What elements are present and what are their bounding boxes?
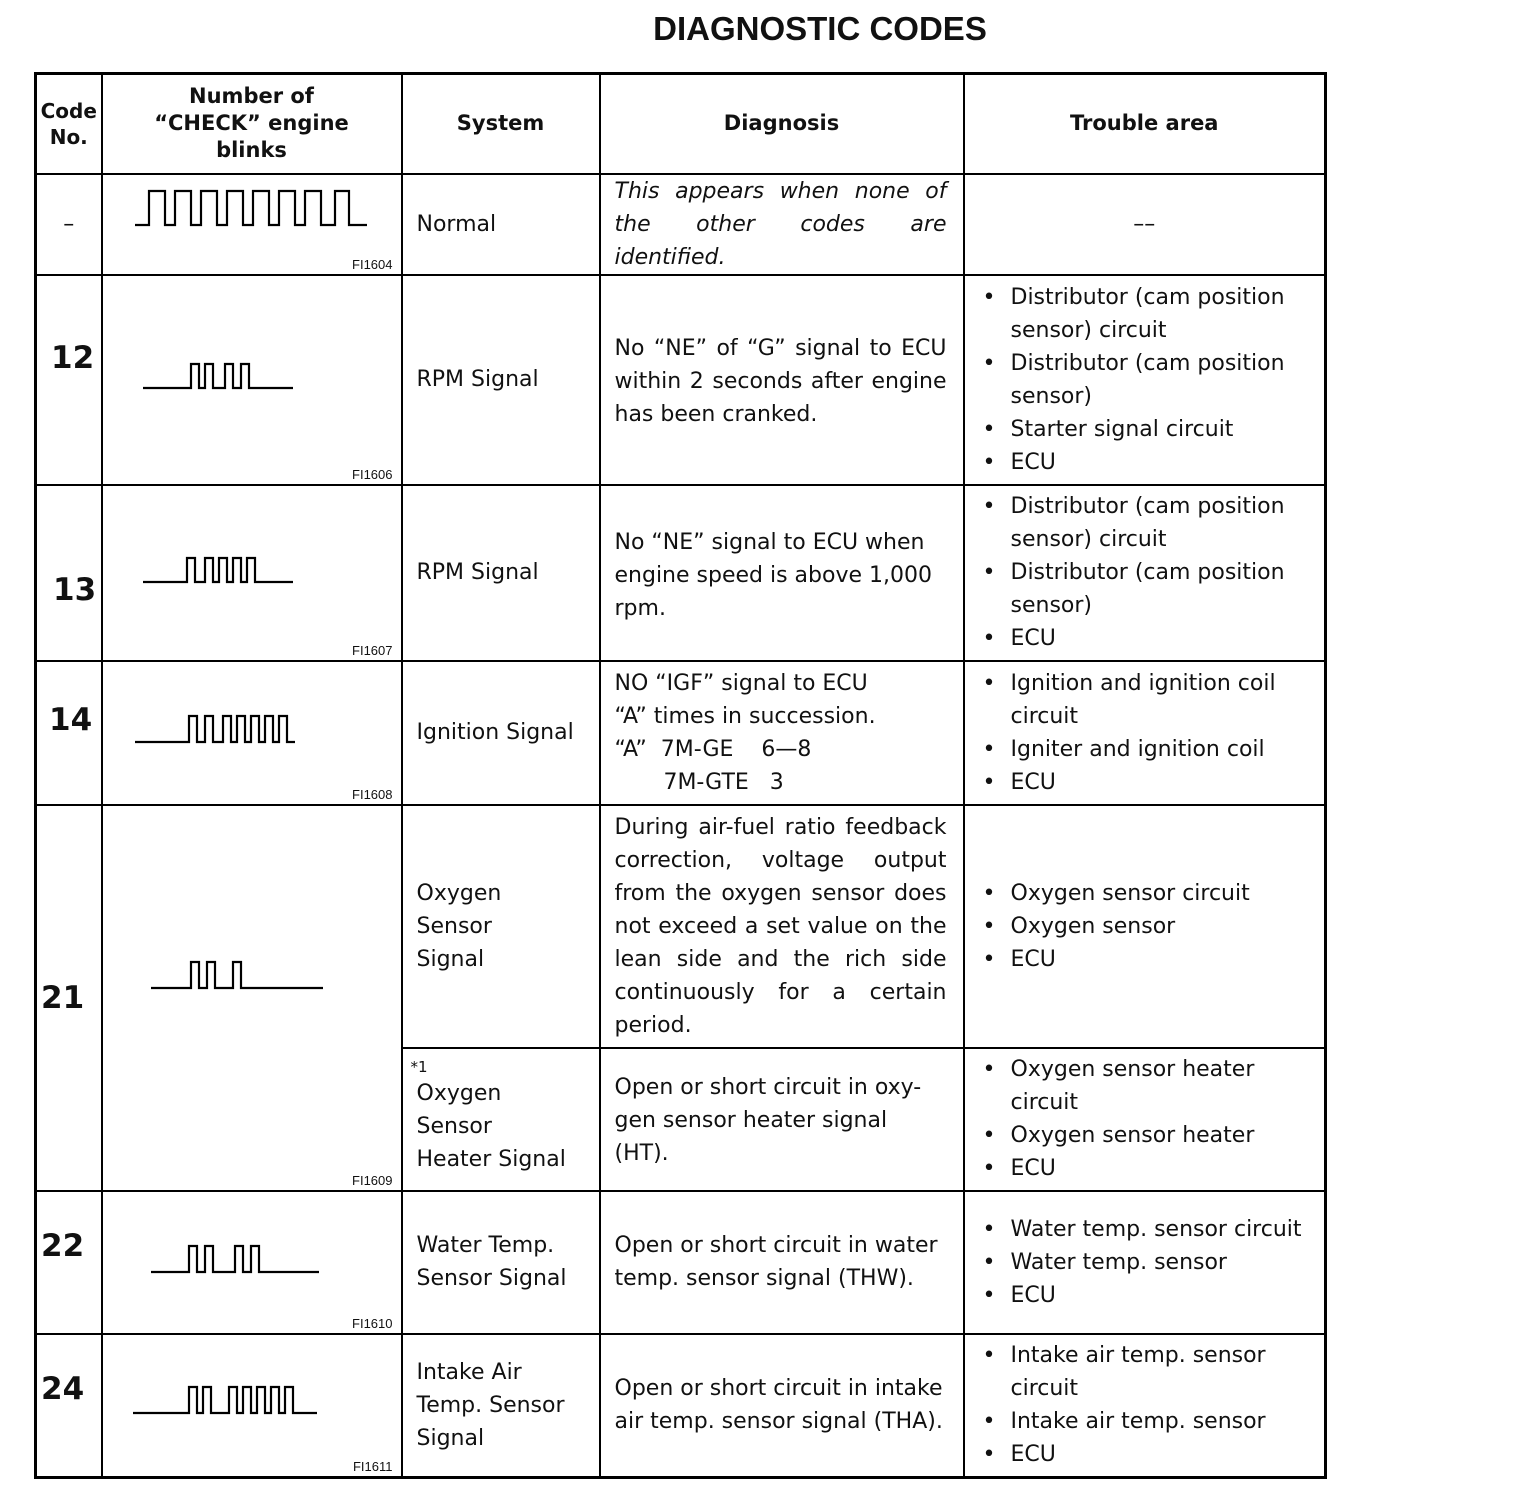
- code-no: 12: [36, 275, 102, 485]
- figure-id: FI1604: [352, 256, 393, 272]
- list-item: • Starter signal circuit: [981, 413, 1309, 446]
- system-cell: Water Temp. Sensor Signal: [402, 1191, 600, 1334]
- blink-pattern-cell: [102, 805, 402, 1191]
- code-no: 22: [36, 1191, 102, 1334]
- diagnosis-cell: No “NE” signal to ECU when engine speed is above 1,000 rpm.: [600, 485, 964, 661]
- table-row: [36, 174, 1326, 275]
- list-item: • ECU: [981, 446, 1309, 479]
- system-cell: Normal: [402, 174, 600, 275]
- trouble-area-cell: [964, 1191, 1326, 1334]
- header-blinks: Number of “CHECK” engine blinks: [102, 74, 402, 174]
- table-row: [36, 275, 1326, 485]
- system-cell: RPM Signal: [402, 485, 600, 661]
- trouble-list: [981, 667, 1309, 799]
- trouble-list: [981, 490, 1309, 655]
- list-item: • ECU: [981, 766, 1309, 799]
- table-row: [36, 1334, 1326, 1478]
- diagnostic-codes-table: [34, 72, 1327, 1479]
- system-cell: Ignition Signal: [402, 661, 600, 805]
- code-no: 13: [36, 485, 102, 661]
- trouble-list: [981, 281, 1309, 479]
- blink-pattern-cell: [102, 1191, 402, 1334]
- system-cell: RPM Signal: [402, 275, 600, 485]
- trouble-list: [981, 1213, 1309, 1312]
- blink-pattern-cell: [102, 661, 402, 805]
- blink-pattern-cell: [102, 485, 402, 661]
- list-item: • ECU: [981, 1152, 1309, 1185]
- list-item: • Oxygen sensor heater: [981, 1119, 1309, 1152]
- list-item: • ECU: [981, 1279, 1309, 1312]
- list-item: • ECU: [981, 1438, 1309, 1471]
- list-item: • Water temp. sensor: [981, 1246, 1309, 1279]
- blink-waveform: [143, 556, 293, 584]
- diagnosis-cell: Open or short circuit in oxy-gen sensor heater signal (HT).: [600, 1048, 964, 1191]
- header-row: [36, 74, 1326, 174]
- list-item: • Oxygen sensor: [981, 910, 1309, 943]
- list-item: • Oxygen sensor heater circuit: [981, 1053, 1309, 1119]
- table-row: [36, 805, 1326, 1048]
- code-no: 21: [36, 805, 102, 1191]
- trouble-area-cell: [964, 805, 1326, 1048]
- system-cell: Oxygen Sensor Signal: [402, 805, 600, 1048]
- blink-waveform: [135, 714, 299, 744]
- diagnosis-line: “A” 7M-GE 6—8: [614, 736, 812, 762]
- header-system: System: [402, 74, 600, 174]
- trouble-area-cell: [964, 275, 1326, 485]
- system-cell: *1 Oxygen Sensor Heater Signal: [402, 1048, 600, 1191]
- trouble-area-cell: [964, 661, 1326, 805]
- footnote-mark: *1: [410, 1057, 428, 1076]
- trouble-list: [981, 1339, 1309, 1471]
- blink-waveform: [133, 1385, 319, 1415]
- list-item: • ECU: [981, 943, 1309, 976]
- list-item: • Distributor (cam position sensor): [981, 556, 1309, 622]
- trouble-area-cell: [964, 1334, 1326, 1478]
- table-row: [36, 485, 1326, 661]
- trouble-area-cell: [964, 1048, 1326, 1191]
- blink-pattern-cell: [102, 1334, 402, 1478]
- blink-pattern-cell: [102, 275, 402, 485]
- code-no: 24: [36, 1334, 102, 1478]
- trouble-list: [981, 1053, 1309, 1185]
- table-row: [36, 1191, 1326, 1334]
- blink-waveform: [135, 189, 367, 227]
- page-title: DIAGNOSTIC CODES: [653, 10, 987, 47]
- diagnosis-line: 7M-GTE 3: [614, 769, 784, 795]
- diagnosis-cell: Open or short circuit in intake air temp. sensor signal (THA).: [600, 1334, 964, 1478]
- code-no: –: [36, 174, 102, 275]
- code-no: 14: [36, 661, 102, 805]
- list-item: • Ignition and ignition coil circuit: [981, 667, 1309, 733]
- diagnosis-cell: Open or short circuit in water temp. sensor signal (THW).: [600, 1191, 964, 1334]
- trouble-area-cell: ––: [964, 174, 1326, 275]
- diagnosis-line: NO “IGF” signal to ECU: [614, 670, 868, 696]
- list-item: • Distributor (cam position sensor) circuit: [981, 281, 1309, 347]
- header-code-no: Code No.: [36, 74, 102, 174]
- table-row: [36, 661, 1326, 805]
- list-item: • Distributor (cam position sensor): [981, 347, 1309, 413]
- list-item: • ECU: [981, 622, 1309, 655]
- trouble-area-cell: [964, 485, 1326, 661]
- diagnosis-cell: No “NE” of “G” signal to ECU within 2 seconds after engine has been cranked.: [600, 275, 964, 485]
- blink-pattern-cell: [102, 174, 402, 275]
- list-item: • Igniter and ignition coil: [981, 733, 1309, 766]
- diagnosis-cell: This appears when none of the other codes are identified.: [600, 174, 964, 275]
- figure-id: FI1611: [352, 1459, 393, 1474]
- header-diagnosis: Diagnosis: [600, 74, 964, 174]
- list-item: • Distributor (cam position sensor) circuit: [981, 490, 1309, 556]
- system-cell: Intake Air Temp. Sensor Signal: [402, 1334, 600, 1478]
- list-item: • Intake air temp. sensor: [981, 1405, 1309, 1438]
- blink-waveform: [151, 1244, 319, 1274]
- diagnosis-cell: [600, 661, 964, 805]
- list-item: • Oxygen sensor circuit: [981, 877, 1309, 910]
- diagnosis-cell: During air-fuel ratio feedback correction, voltage output from the oxygen sensor does not exceed a set value on the lean side and the rich side continuously for a certain period.: [600, 805, 964, 1048]
- figure-id: FI1608: [352, 786, 393, 802]
- figure-id: FI1610: [352, 1315, 393, 1331]
- blink-waveform: [143, 362, 293, 390]
- figure-id: FI1609: [352, 1172, 393, 1188]
- list-item: • Intake air temp. sensor circuit: [981, 1339, 1309, 1405]
- trouble-list: [981, 877, 1309, 976]
- diagnosis-line: “A” times in succession.: [614, 703, 876, 729]
- list-item: • Water temp. sensor circuit: [981, 1213, 1309, 1246]
- figure-id: FI1607: [352, 642, 393, 658]
- figure-id: FI1606: [352, 466, 393, 482]
- header-trouble-area: Trouble area: [964, 74, 1326, 174]
- blink-waveform: [151, 960, 323, 990]
